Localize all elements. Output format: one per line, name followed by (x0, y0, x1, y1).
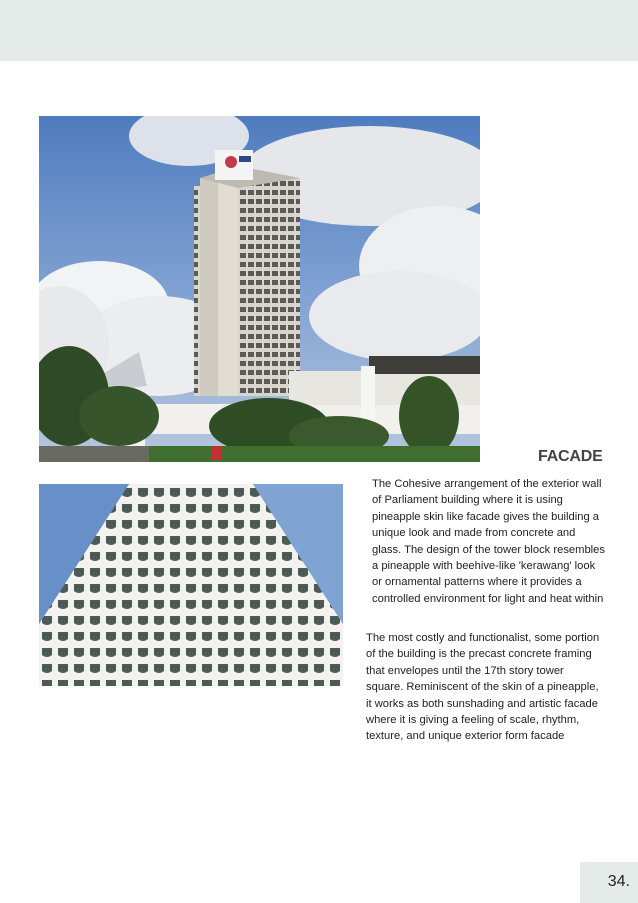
intro-paragraph: The Cohesive arrangement of the exterior wall of Parliament building where it is using pineapple skin like facade gives the building a unique look and made from concrete and glass. The design of the tower block resembles a pineapple with beehive-like 'kerawang' look or ornamental patterns where it provides a controlled environment for light and heat within (372, 478, 605, 605)
facade-closeup-photo (39, 484, 343, 686)
header-band (0, 0, 638, 61)
page-number: 34. (607, 873, 630, 890)
parliament-building-photo (39, 116, 480, 462)
section-heading: FACADE (538, 448, 603, 465)
page-number-box (580, 862, 638, 903)
detail-paragraph: The most costly and functionalist, some portion of the building is the precast concrete framing that envelopes until the 17th story tower square. Reminiscent of the skin of a pineapple, it works as both sunshading and artistic facade where it is giving a feeling of scale, rhythm, texture, and unique exterior form facade (366, 632, 600, 743)
